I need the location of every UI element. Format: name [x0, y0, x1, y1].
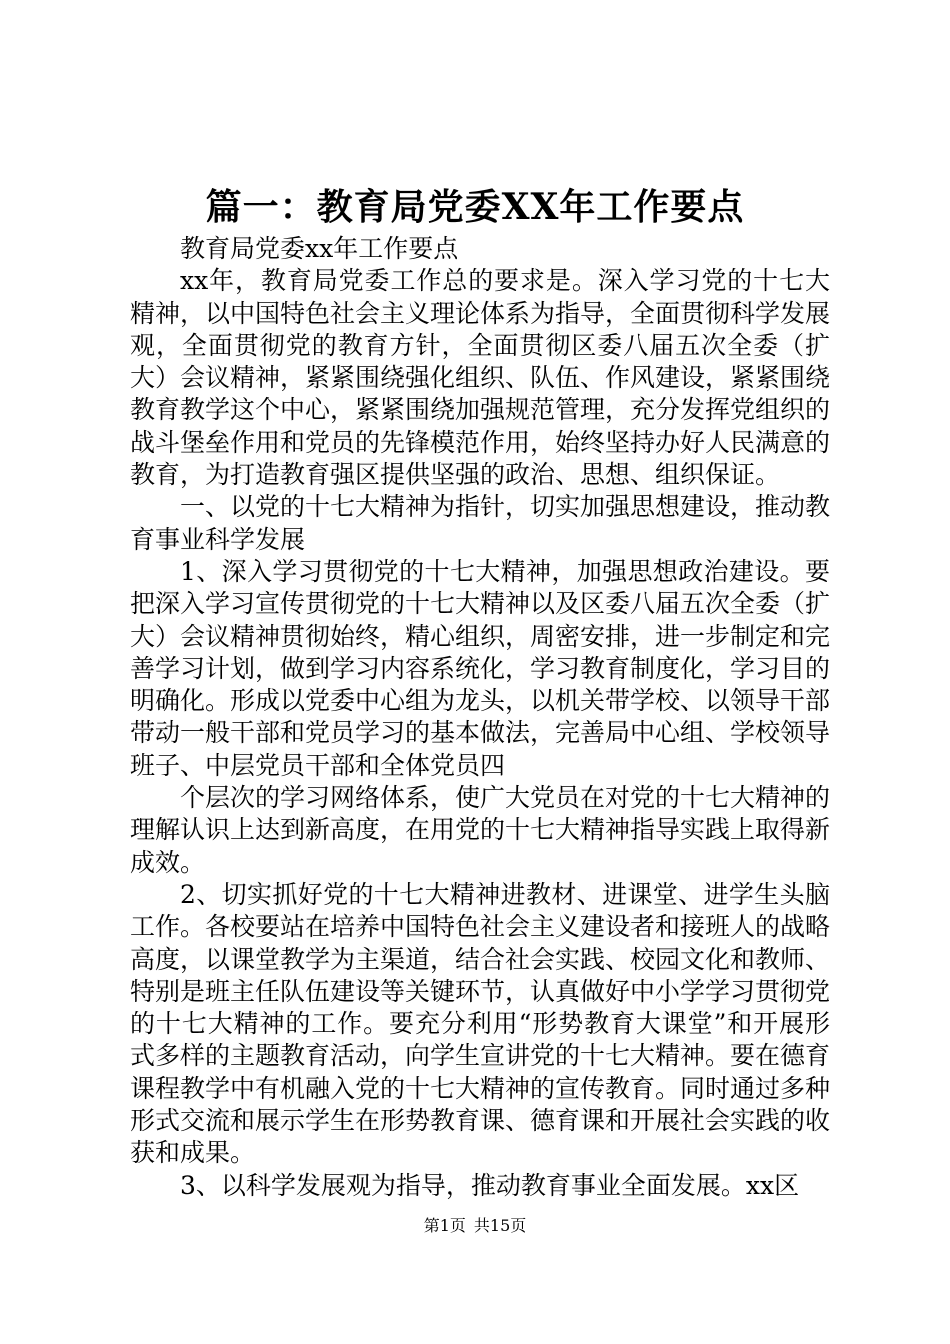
document-body	[130, 233, 830, 1202]
paragraph-subtitle: 教育局党委xx年工作要点	[180, 234, 459, 263]
paragraph-item-1-continued: 个层次的学习网络体系，使广大党员在对党的十七大精神的理解认识上达到新高度，在用党的十七大精神指导实践上取得新成效。	[130, 783, 831, 877]
page-footer	[0, 1214, 950, 1238]
paragraph-overview: xx年，教育局党委工作总的要求是。深入学习党的十七大精神，以中国特色社会主义理论体系为指导，全面贯彻科学发展观，全面贯彻党的教育方针，全面贯彻区委八届五次全委（扩大）会议精神，紧紧围绕强化组织、队伍、作风建设，紧紧围绕教育教学这个中心，紧紧围绕加强规范管理，充分发挥党组织的战斗堡垒作用和党员的先锋模范作用，始终坚持办好人民满意的教育，为打造教育强区提供坚强的政治、思想、组织保证。	[130, 266, 831, 490]
paragraph-item-2: 2、切实抓好党的十七大精神进教材、进课堂、进学生头脑工作。各校要站在培养中国特色社会主义建设者和接班人的战略高度，以课堂教学为主渠道，结合社会实践、校园文化和教师、特别是班主任队伍建设等关键环节，认真做好中小学学习贯彻党的十七大精神的工作。要充分利用“形势教育大课堂”和开展形式多样的主题教育活动，向学生宣讲党的十七大精神。要在德育课程教学中有机融入党的十七大精神的宣传教育。同时通过多种形式交流和展示学生在形势教育课、德育课和开展社会实践的收获和成果。	[130, 879, 831, 1168]
paragraph-item-1: 1、深入学习贯彻党的十七大精神，加强思想政治建设。要把深入学习宣传贯彻党的十七大精神以及区委八届五次全委（扩大）会议精神贯彻始终，精心组织，周密安排，进一步制定和完善学习计划，做到学习内容系统化，学习教育制度化，学习目的明确化。形成以党委中心组为龙头，以机关带学校、以领导干部带动一般干部和党员学习的基本做法，完善局中心组、学校领导班子、中层党员干部和全体党员四	[130, 556, 831, 780]
paragraph-item-3: 3、以科学发展观为指导，推动教育事业全面发展。xx区	[180, 1170, 800, 1200]
page-number: 第1页	[423, 1216, 466, 1235]
page-total: 共15页	[473, 1216, 527, 1235]
paragraph-section-1-heading: 一、以党的十七大精神为指针，切实加强思想建设，推动教育事业科学发展	[130, 492, 831, 554]
document-title: 篇一：教育局党委XX年工作要点	[205, 186, 745, 228]
